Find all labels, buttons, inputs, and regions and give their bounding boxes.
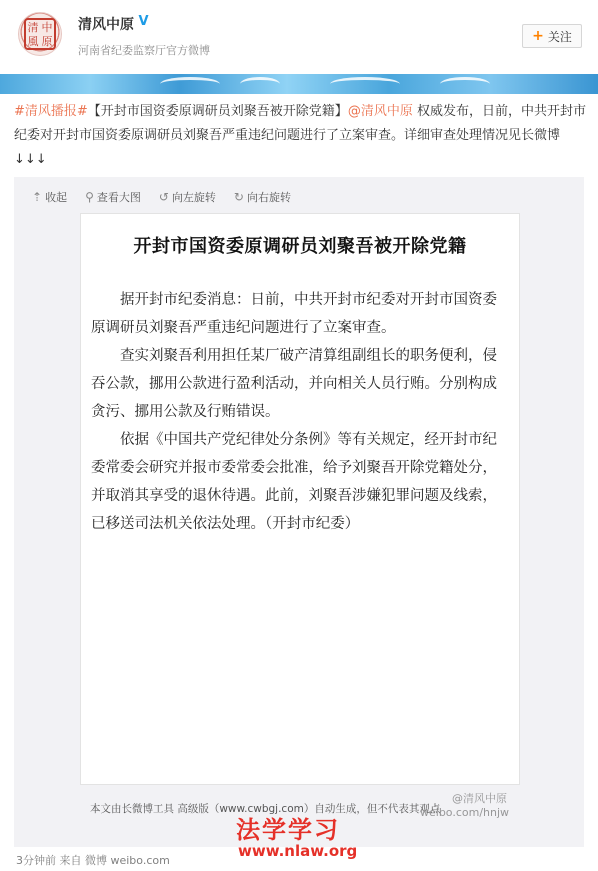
rotate-right-button[interactable] bbox=[234, 189, 291, 205]
verified-icon: V bbox=[136, 14, 151, 29]
seal-char: 清 bbox=[27, 20, 39, 34]
avatar[interactable] bbox=[18, 12, 62, 56]
username[interactable]: 清风中原 bbox=[78, 17, 134, 33]
generator-note: 本文由长微博工具 高级版（www.cwbgj.com）自动生成，但不代表其观点 bbox=[90, 803, 441, 815]
image-toolbar bbox=[32, 189, 291, 205]
post-meta[interactable]: 3分钟前 来自 微博 weibo.com bbox=[16, 854, 170, 867]
post-headline: 【开封市国资委原调研员刘聚吾被开除党籍】 bbox=[87, 104, 348, 119]
collapse-label: 收起 bbox=[45, 191, 68, 204]
image-viewer bbox=[14, 177, 584, 847]
rotate-left-button[interactable] bbox=[159, 189, 216, 205]
profile-banner bbox=[0, 74, 598, 94]
rotate-right-label: 向右旋转 bbox=[246, 191, 291, 204]
rotate-left-icon: ↺ bbox=[158, 190, 169, 204]
view-large-label: 查看大图 bbox=[96, 191, 141, 204]
document-paragraph: 查实刘聚吾利用担任某厂破产清算组副组长的职务便利，侵吞公款，挪用公款进行盈利活动，并向相关人员行贿。分别构成贪污、挪用公款及行贿错误。 bbox=[91, 348, 497, 420]
weibo-watermark-handle: @清风中原 bbox=[452, 792, 507, 805]
follow-label: 关注 bbox=[547, 29, 572, 44]
rotate-left-label: 向左旋转 bbox=[171, 191, 216, 204]
collapse-icon: ⇡ bbox=[32, 190, 43, 204]
plus-icon: + bbox=[532, 28, 544, 44]
collapse-button[interactable] bbox=[32, 189, 67, 205]
follow-button[interactable] bbox=[522, 24, 582, 48]
post-text bbox=[14, 100, 586, 172]
hashtag-link[interactable]: #清风播报# bbox=[14, 104, 88, 119]
weibo-watermark-url: weibo.com/hnjw bbox=[420, 806, 510, 819]
long-weibo-image[interactable] bbox=[80, 213, 520, 785]
post-body: 权威发布，日前，中共开封市纪委对开封市国资委原调研员刘聚吾严重违纪问题进行了立案审查。详细审查处理情况见长微博↓↓↓ bbox=[14, 104, 586, 167]
rotate-right-icon: ↻ bbox=[233, 190, 244, 204]
document-paragraph: 依据《中国共产党纪律处分条例》等有关规定，经开封市纪委常委会研究并报市委常委会批准，给予刘聚吾开除党籍处分，并取消其享受的退休待遇。此前，刘聚吾涉嫌犯罪问题及线索，已移送司法机关依法处理。（开封市纪委） bbox=[91, 432, 497, 532]
site-watermark-url: www.nlaw.org bbox=[238, 842, 358, 860]
mention-link[interactable]: @清风中原 bbox=[347, 104, 413, 119]
account-description: 河南省纪委监察厅官方微博 bbox=[78, 44, 210, 57]
site-watermark-title: 法学学习 bbox=[236, 816, 340, 844]
document-body bbox=[91, 286, 509, 538]
view-large-button[interactable] bbox=[85, 189, 141, 205]
seal-char: 風 bbox=[27, 34, 39, 48]
document-title: 开封市国资委原调研员刘聚吾被开除党籍 bbox=[133, 236, 467, 257]
document-paragraph: 据开封市纪委消息：日前，中共开封市纪委对开封市国资委原调研员刘聚吾严重违纪问题进行了立案审查。 bbox=[91, 292, 497, 336]
search-icon: ⚲ bbox=[85, 190, 94, 204]
seal-logo bbox=[24, 18, 56, 50]
seal-char: 原 bbox=[41, 34, 53, 48]
seal-char: 中 bbox=[41, 20, 53, 34]
profile-header bbox=[0, 0, 598, 74]
